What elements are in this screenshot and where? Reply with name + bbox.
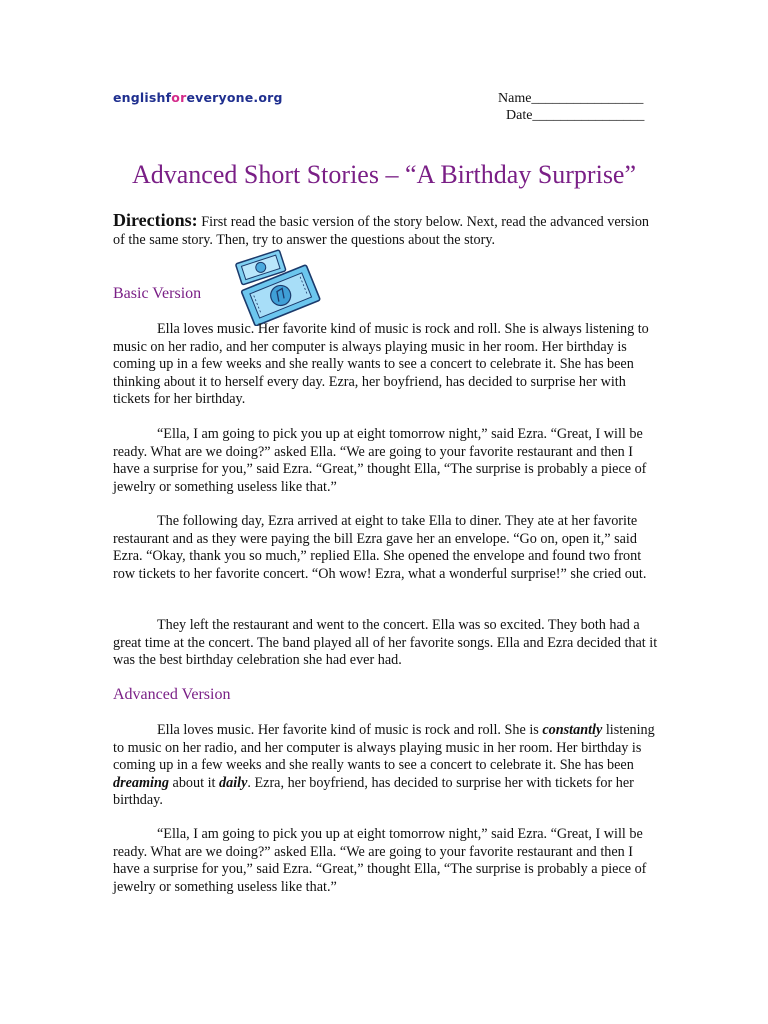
adv-p1-text-g: . Ezra, her boyfriend, has decided to surprise her with tickets for her birthday. <box>113 774 634 808</box>
directions-text: First read the basic version of the story below. Next, read the advanced version of the same story. Then, try to answer the questions about the story. <box>113 214 650 248</box>
adv-p1-text-e: about it <box>168 774 220 791</box>
basic-paragraph-3 <box>113 513 658 583</box>
page-title: Advanced Short Stories – “A Birthday Surprise” <box>131 160 637 189</box>
adv-p1-text-a: Ella loves music. Her favorite kind of music is rock and roll. She is <box>157 722 543 738</box>
concert-tickets-icon <box>232 248 324 326</box>
advanced-version-heading: Advanced Version <box>113 686 231 703</box>
basic-paragraph-1 <box>113 321 658 409</box>
directions-label: Directions: <box>113 210 198 230</box>
advanced-paragraph-2 <box>113 826 658 896</box>
date-field-line: Date________________ <box>506 108 645 123</box>
site-brand <box>113 90 283 105</box>
basic-version-heading: Basic Version <box>113 285 202 302</box>
basic-paragraph-1-text: Ella loves music. Her favorite kind of music is rock and roll. She is always listening to music on her radio, and her computer is always playing music in her room. Her birthday is coming up in a few weeks and she really wants to see a concert to celebrate it. She has been thinking about it to herself every day. Ezra, her boyfriend, has decided to surprise her with tickets for her birthday. <box>113 321 649 407</box>
advanced-paragraph-2-text: “Ella, I am going to pick you up at eight tomorrow night,” said Ezra. “Great, I will be ready. What are we doing?” asked Ella. “We are going to your favorite restaurant and then I have a surprise for you,” said Ezra. “Great,” thought Ella, “The surprise is probably a piece of jewelry or something useless like that.” <box>113 826 647 895</box>
basic-paragraph-4-text: They left the restaurant and went to the concert. Ella was so excited. They both had a great time at the concert. The band played all of her favorite songs. Ella and Ezra decided that it was the best birthday celebration she had ever had. <box>113 617 658 668</box>
brand-text-part2: or <box>171 90 187 105</box>
adv-p1-emphasis-dreaming: dreaming <box>113 774 169 791</box>
brand-text-part3: everyone.org <box>186 90 283 105</box>
adv-p1-emphasis-daily: daily <box>219 774 248 791</box>
adv-p1-emphasis-constantly: constantly <box>542 722 603 738</box>
basic-paragraph-4 <box>113 617 658 670</box>
name-field-line: Name________________ <box>498 91 644 106</box>
basic-paragraph-3-text: The following day, Ezra arrived at eight to take Ella to diner. They ate at her favorite restaurant and as they were paying the bill Ezra gave her an envelope. “Go on, open it,” said Ezra. “Okay, thank you so much,” replied Ella. She opened the envelope and found two front row tickets to her favorite concert. “Oh wow! Ezra, what a wonderful surprise!” she cried out. <box>113 513 647 582</box>
basic-paragraph-2 <box>113 426 658 496</box>
advanced-paragraph-1 <box>113 722 658 810</box>
directions-block <box>113 212 658 249</box>
brand-text-part1: englishf <box>113 90 172 105</box>
basic-paragraph-2-text: “Ella, I am going to pick you up at eight tomorrow night,” said Ezra. “Great, I will be ready. What are we doing?” asked Ella. “We are going to your favorite restaurant and then I have a surprise for you,” said Ezra. “Great,” thought Ella, “The surprise is probably a piece of jewelry or something useless like that.” <box>113 426 647 495</box>
adv-p1-text-c: listening to music on her radio, and her computer is always playing music in her room. Her birthday is coming up in a few weeks and she really wants to see a concert to celebrate it. She has been <box>113 722 655 773</box>
